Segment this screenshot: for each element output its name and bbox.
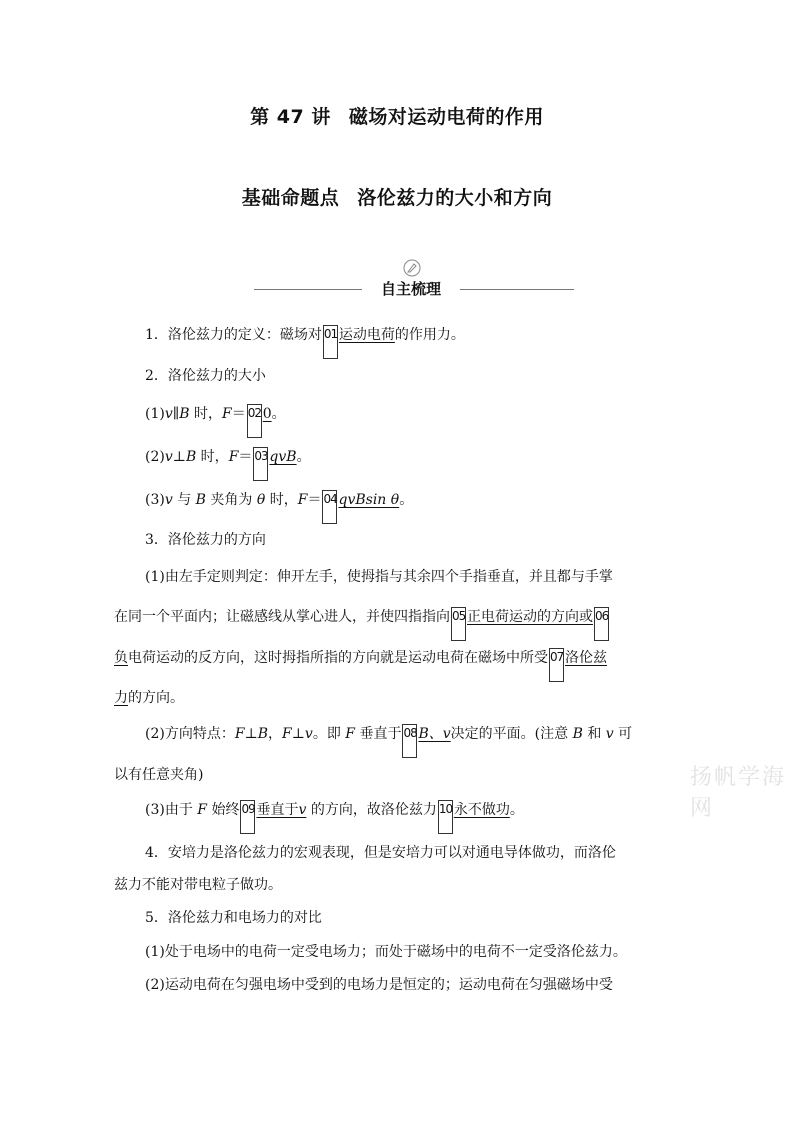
answer-text: qvB	[269, 449, 297, 465]
item-2-2: (2)v⊥B 时，F＝ 03 qvB。	[145, 447, 311, 481]
item-2-3: (3)v 与 B 夹角为 θ 时，F＝ 04 qvBsin θ。	[145, 490, 413, 524]
item-5: 5．洛伦兹力和电场力的对比	[145, 910, 322, 926]
answer-text: qvBsin θ	[338, 492, 400, 508]
blank-number-box: 03	[253, 447, 268, 481]
pen-nib-icon	[403, 259, 421, 277]
item-4-line1: 4．安培力是洛伦兹力的宏观表现，但是安培力可以对通电导体做功，而洛伦	[145, 845, 616, 861]
topic-title: 基础命题点 洛伦兹力的大小和方向	[241, 187, 553, 209]
section-divider-right	[460, 289, 574, 290]
lecture-title: 第 47 讲 磁场对运动电荷的作用	[250, 106, 544, 128]
blank-number-box: 08	[402, 724, 417, 758]
item-2-1: (1)v∥B 时，F＝ 02 0。	[145, 404, 286, 438]
item-2: 2．洛伦兹力的大小	[145, 368, 266, 384]
item-3-1-line1: (1)由左手定则判定：伸开左手，使拇指与其余四个手指垂直，并且都与手掌	[145, 569, 613, 585]
item-1: 1．洛伦兹力的定义：磁场对 01 运动电荷的作用力。	[145, 325, 465, 359]
answer-text: 垂直于v	[256, 802, 307, 818]
blank-number-box: 10	[438, 800, 453, 834]
item-4-line2: 兹力不能对带电粒子做功。	[114, 877, 282, 893]
section-divider-left	[254, 289, 362, 290]
item-3-1-line4: 力的方向。	[114, 690, 184, 706]
blank-number-box: 07	[549, 648, 564, 682]
item-3-1-line3: 负电荷运动的反方向，这时拇指所指的方向就是运动电荷在磁场中所受 07 洛伦兹	[114, 648, 607, 682]
item-3-1-line2: 在同一个平面内；让磁感线从掌心进人，并使四指指向 05 正电荷运动的方向或 06	[114, 607, 610, 641]
blank-number-box: 06	[594, 607, 609, 641]
item-3-3: (3)由于 F 始终 09 垂直于v 的方向，故洛伦兹力 10 永不做功。	[145, 800, 524, 834]
watermark: 扬帆学海网	[690, 765, 787, 821]
item-5-2: (2)运动电荷在匀强电场中受到的电场力是恒定的；运动电荷在匀强磁场中受	[145, 977, 613, 993]
item-3: 3．洛伦兹力的方向	[145, 532, 266, 548]
item-3-2-line2: 以有任意夹角)	[114, 767, 204, 783]
blank-number-box: 05	[451, 607, 466, 641]
blank-number-box: 09	[240, 800, 255, 834]
answer-text: 力	[114, 690, 128, 706]
item-3-2-line1: (2)方向特点：F⊥B，F⊥v。即 F 垂直于 08 B、v决定的平面。(注意 B 和 v 可	[145, 724, 632, 758]
answer-text: B、v	[418, 726, 451, 742]
answer-text: 正电荷运动的方向或	[467, 609, 593, 625]
answer-text: 洛伦兹	[565, 650, 607, 666]
blank-number-box: 04	[322, 490, 337, 524]
answer-text: 运动电荷	[338, 327, 395, 343]
answer-text: 负	[114, 650, 128, 666]
answer-text: 0	[262, 406, 272, 422]
answer-text: 永不做功	[453, 802, 510, 818]
blank-number-box: 02	[247, 404, 262, 438]
blank-number-box: 01	[323, 325, 338, 359]
item-5-1: (1)处于电场中的电荷一定受电场力；而处于磁场中的电荷不一定受洛伦兹力。	[145, 944, 627, 960]
section-label: 自主梳理	[380, 280, 441, 298]
